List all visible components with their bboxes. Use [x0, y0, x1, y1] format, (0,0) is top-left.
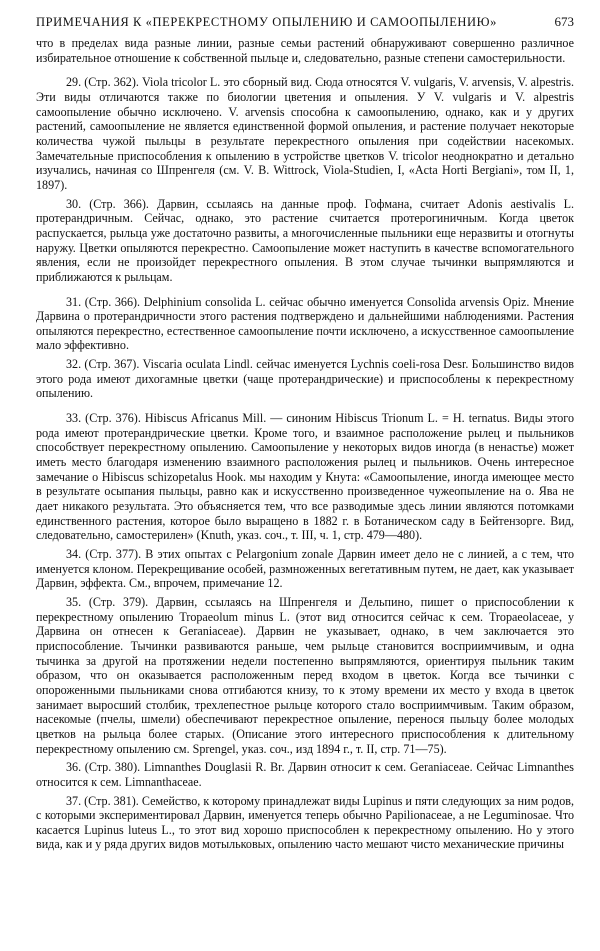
note-continuation: что в пределах вида разные линии, разные семьи растений обнаруживают совершенно различное избирательное отношение к собственной пыльце и, следовательно, разные степени самостерильности.: [36, 36, 574, 65]
note-36: 36. (Стр. 380). Limnanthes Douglasii R. Br. Дарвин относит к сем. Geraniaceae. Сейчас Limnanthes относится к сем. Limnanthaceae.: [36, 760, 574, 789]
header-title: ПРИМЕЧАНИЯ К «ПЕРЕКРЕСТНОМУ ОПЫЛЕНИЮ И САМООПЫЛЕНИЮ»: [36, 15, 497, 29]
note-29: 29. (Стр. 362). Viola tricolor L. это сборный вид. Сюда относятся V. vulgaris, V. arvensis, V. alpestris. Эти виды отличаются также по биологии цветения и опыления. У V. vulgaris и V. alpestris самоопыление обычно исключено. V. arvensis способна к самоопылению, однако, как и у других растений, самоопыление не является единственной формой опыления, и растение получает некоторые количества чужой пыльцы в результате перекрестного опыления при содействии насекомых. Замечательные приспособления к опылению в устройстве цветков V. tricolor неоднократно и детально изучались, начиная со Шпренгеля (см. V. B. Wittrock, Viola-Studien, I, «Acta Horti Bergiani», том II, 1, 1897).: [36, 75, 574, 192]
note-33: 33. (Стр. 376). Hibiscus Africanus Mill. — синоним Hibiscus Trionum L. = H. ternatus. Виды этого рода имеют протерандрические цветки. Кроме того, и взаимное расположение рылец и пыльников способствует перекрестному опылению. Самоопыление у некоторых видов иногда (в ненастье) может иметь место благодаря изменению взаимного расположения рылец и пыльников. Очень интересное замечание о Hibiscus schizopetalus Hook. мы находим у Кнута: «Самоопыление, иногда имеющее место в результате осыпания пыльцы, равно как и искусственно произведенное чужеопыление на о. Ява не дает никакого результата. Это объясняется тем, что все разводимые здесь линии являются потомками единственного растения, которое было выращено в 1882 г. в Ботаническом саду в Бейтензорге. Вид, следовательно, самостерилен» (Knuth, указ. соч., т. III, ч. 1, стр. 479—480).: [36, 411, 574, 543]
note-34: 34. (Стр. 377). В этих опытах с Pelargonium zonale Дарвин имеет дело не с линией, а с тем, что именуется клоном. Перекрещивание особей, размноженных вегетативным путем, не дает, как указывает Дарвин, эффекта. См., впрочем, примечание 12.: [36, 547, 574, 591]
note-31: 31. (Стр. 366). Delphinium consolida L. сейчас обычно именуется Consolida arvensis Opiz. Мнение Дарвина о протерандричности этого растения подтверждено и дальнейшими наблюдениями. Растения опыляются перекрестно, естественное самоопыление почти исключено, а искусственное самоопыление мало эффективно.: [36, 294, 574, 353]
note-37: 37. (Стр. 381). Семейство, к которому принадлежат виды Lupinus и пяти следующих за ним родов, с которыми экспериментировал Дарвин, именуется теперь обычно Papilionaceae, а не Leguminosae. Что касается Lupinus luteus L., то этот вид хорошо приспособлен к перекрестному опылению. Но у этого вида, как и у ряда других видов мотыльковых, опылению часто мешают чисто механические причины: [36, 793, 574, 852]
note-32: 32. (Стр. 367). Viscaria oculata Lindl. сейчас именуется Lychnis coeli-rosa Desr. Большинство видов этого рода имеют дихогамные цветки (чаще протерандрические) и приспособлены к перекрестному опылению.: [36, 357, 574, 401]
note-35: 35. (Стр. 379). Дарвин, ссылаясь на Шпренгеля и Дельпино, пишет о приспособлении к перекрестному опылению Tropaeolum minus L. (этот вид относится сейчас к сем. Tropaeolaceae, у Дарвина он отнесен к Geraniaceae). Дарвин не указывает, однако, в чем заключается это приспособление. Тычинки развиваются раньше, чем рыльце становится восприимчивым, и одна тычинка за другой на протяжении недели постепенно выпрямляются, ориентируя пыльник таким образом, что он оказывается расположенным перед входом в цветок. Когда все тычинки с опороженными пыльниками снова отгибаются книзу, то к этому времени их место у входа в цветок занимает выросший столбик, трехлепестное рыльце которого стало восприимчивым. Таким образом, насекомые (пчелы, шмели) обеспечивают перекрестное опыление, перенося пыльцу более молодых цветков на рыльца более старых. (Описание этого интересного приспособления к длительному перекрестному опылению см. Sprengel, указ. соч., изд 1894 г., т. II, стр. 71—75).: [36, 594, 574, 756]
running-header: [36, 14, 574, 30]
page-number: 673: [554, 14, 574, 29]
notes-body: [36, 36, 574, 852]
note-30: 30. (Стр. 366). Дарвин, ссылаясь на данные проф. Гофмана, считает Adonis aestivalis L. протерандричным. Сейчас, однако, это растение считается протерогиничным. Когда цветок распускается, рыльца уже достаточно развиты, а многочисленные пыльники еще неразвиты и отогнуты наружу. Цветки опыляются перекрестно. Самоопыление может наступить в качестве вспомогательного явления, если не произойдет перекрестного опыления. В этом случае тычинки выпрямляются и приближаются к рыльцам.: [36, 196, 574, 284]
